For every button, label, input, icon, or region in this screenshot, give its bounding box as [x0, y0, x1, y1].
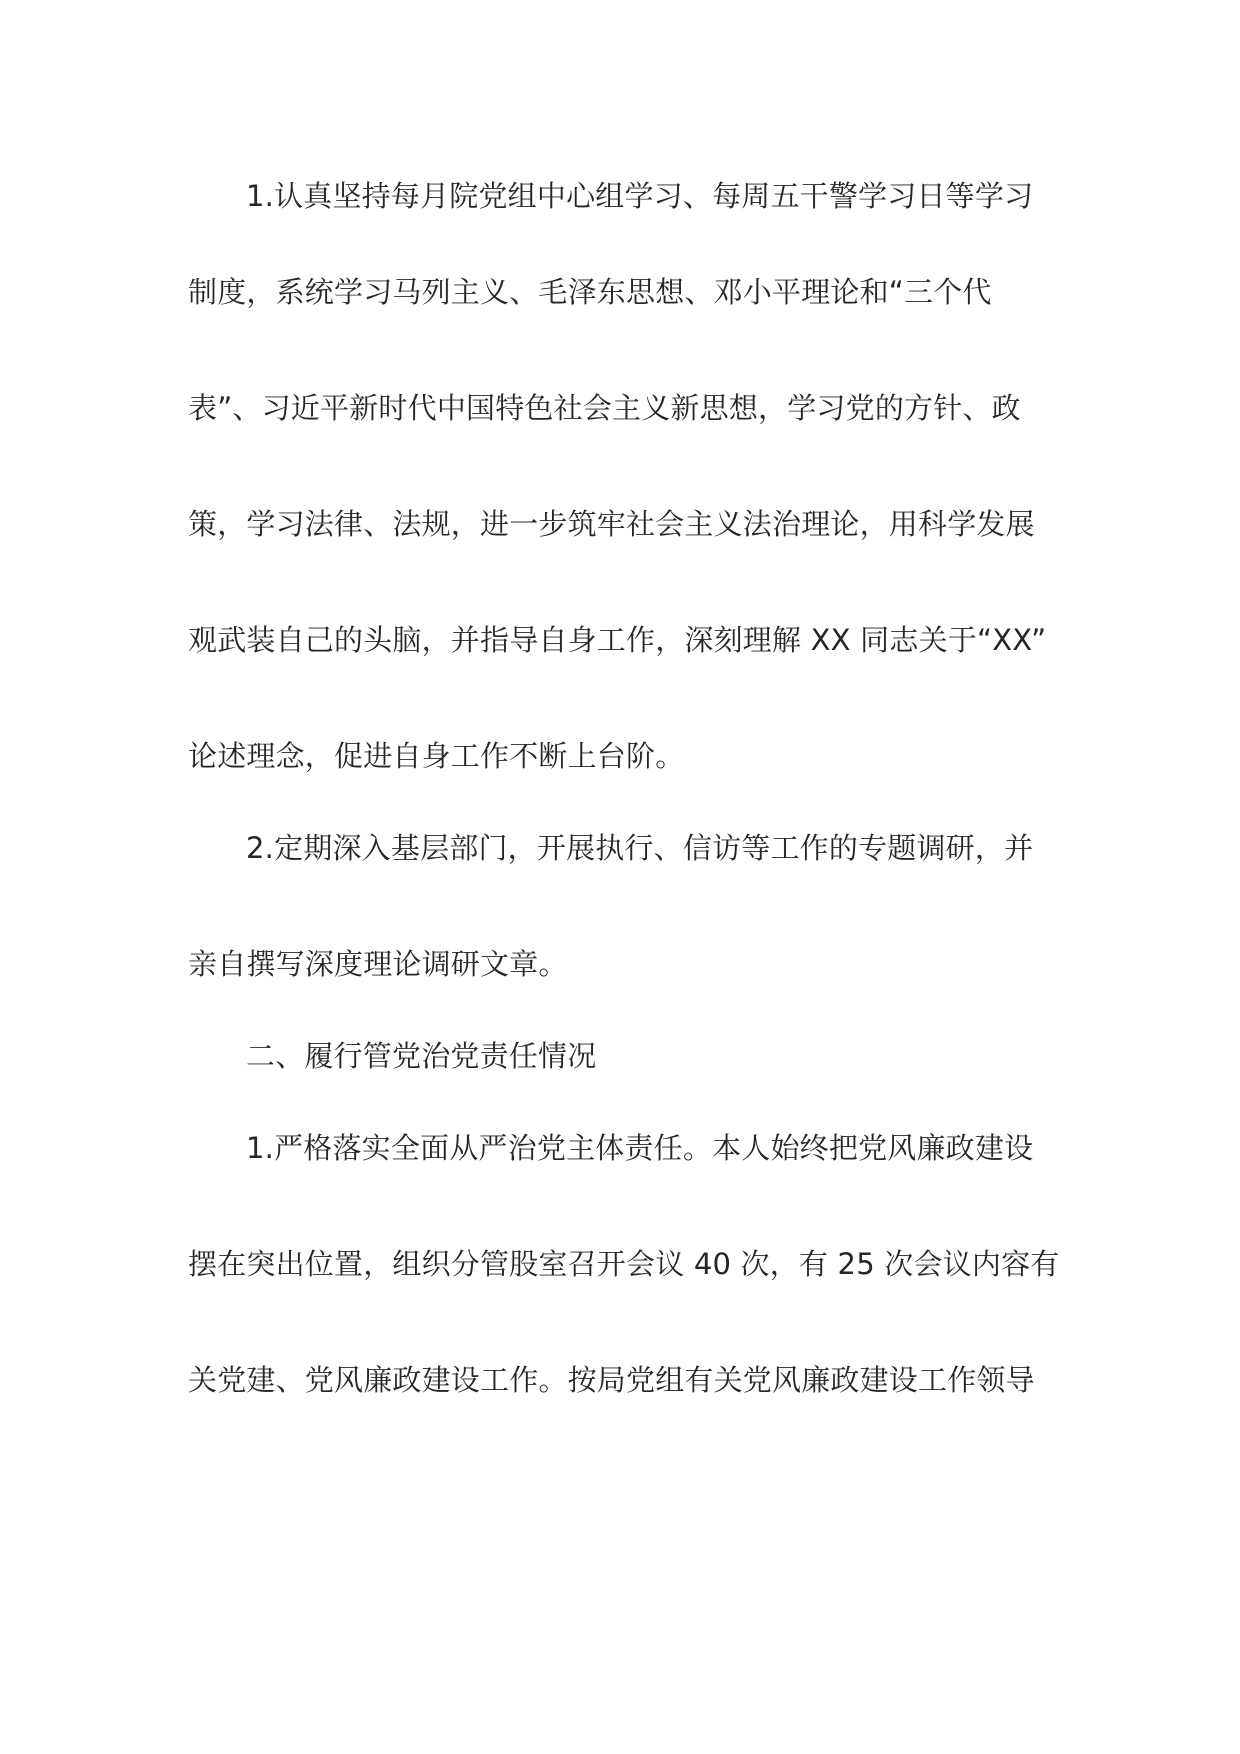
paragraph-1-line-4: 策，学习法律、法规，进一步筑牢社会主义法治理论，用科学发展: [188, 507, 1035, 541]
paragraph-1-line-3: 表”、习近平新时代中国特色社会主义新思想，学习党的方针、政: [188, 391, 1021, 425]
paragraph-3-line-2: 摆在突出位置，组织分管股室召开会议 40 次，有 25 次会议内容有: [188, 1247, 1060, 1281]
paragraph-2-line-1: 2.定期深入基层部门，开展执行、信访等工作的专题调研，并: [246, 831, 1034, 865]
paragraph-3-line-1: 1.严格落实全面从严治党主体责任。本人始终把党风廉政建设: [246, 1131, 1034, 1165]
paragraph-1-line-1: 1.认真坚持每月院党组中心组学习、每周五干警学习日等学习: [246, 179, 1034, 213]
paragraph-1-line-6: 论述理念，促进自身工作不断上台阶。: [188, 739, 685, 773]
paragraph-1-line-2: 制度，系统学习马列主义、毛泽东思想、邓小平理论和“三个代: [188, 275, 992, 309]
paragraph-2-line-2: 亲自撰写深度理论调研文章。: [188, 947, 568, 981]
section-heading: 二、履行管党治党责任情况: [246, 1039, 597, 1073]
paragraph-1-line-5: 观武装自己的头脑，并指导自身工作，深刻理解 XX 同志关于“XX”: [188, 623, 1047, 657]
paragraph-3-line-3: 关党建、党风廉政建设工作。按局党组有关党风廉政建设工作领导: [188, 1363, 1035, 1397]
